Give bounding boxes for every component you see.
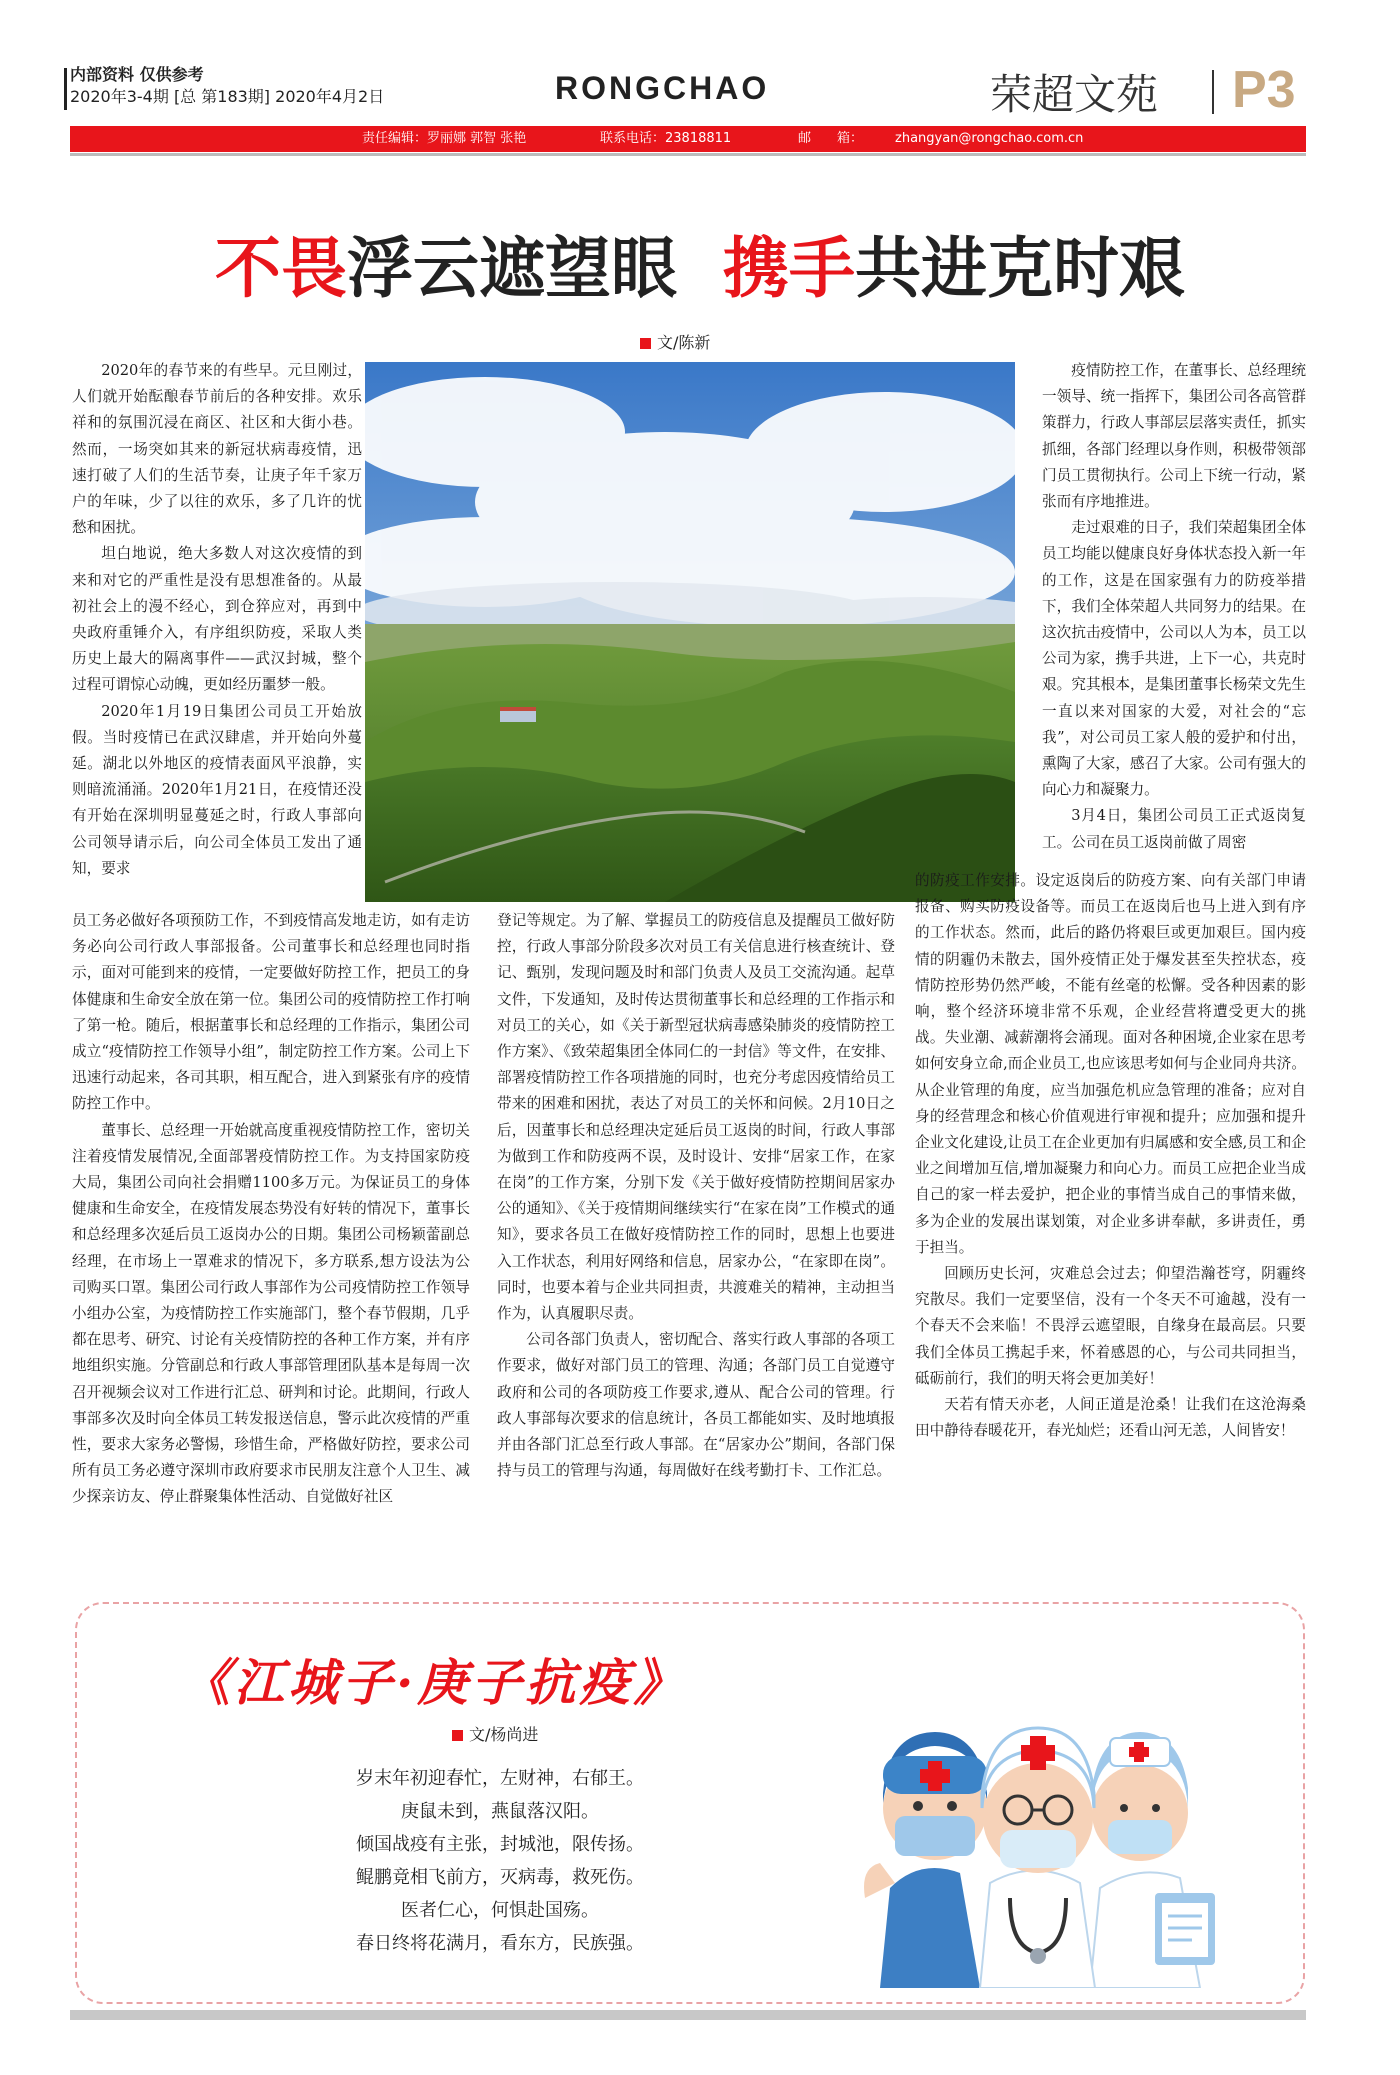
building bbox=[500, 710, 536, 722]
article-column-1 bbox=[72, 358, 362, 882]
paragraph: 的防疫工作安排。设定返岗后的防疫方案、向有关部门申请报备、购买防疫设备等。而员工在返岗后也马上进入到有序的工作状态。然而，此后的路仍将艰巨或更加艰巨。国内疫情的阴霾仍未散去，国外疫情正处于爆发甚至失控状态，疫情防控形势仍然严峻，不能有丝毫的松懈。受各种因素的影响，整个经济环境非常不乐观，企业经营将遭受更大的挑战。失业潮、减薪潮将会涌现。面对各种困境,企业家在思考如何安身立命,而企业员工,也应该思考如何与企业同舟共济。从企业管理的角度，应当加强危机应急管理的准备；应对自身的经营理念和核心价值观进行审视和提升；应加强和提升企业文化建设,让员工在企业更加有归属感和安全感,员工和企业之间增加互信,增加凝聚力和向心力。而员工应把企业当成自己的家一样去爱护，把企业的事情当成自己的事情来做，多为企业的发展出谋划策，对企业多讲奉献，多讲责任，勇于担当。 bbox=[915, 872, 1306, 1256]
headline-part: 浮云遮望眼 bbox=[347, 230, 700, 307]
section-divider bbox=[1212, 70, 1214, 114]
poem-title: 《江城子·庚子抗疫》 bbox=[180, 1653, 688, 1712]
article-column-1-bottom bbox=[72, 908, 470, 1511]
paragraph: 2020年1月19日集团公司员工开始放假。当时疫情已在武汉肆虐，并开始向外蔓延。湖北以外地区的疫情表面风平浪静，实则暗流涌涌。2020年1月21日，在疫情还没有开始在深圳明显蔓延之时，行政人事部向公司领导请示后，向公司全体员工发出了通知，要求 bbox=[72, 702, 362, 877]
landscape-photo bbox=[365, 362, 1015, 902]
poem-line: 春日终将花满月，看东方，民族强。 bbox=[356, 1933, 644, 1954]
poem-text bbox=[320, 1762, 680, 1960]
headline-part: 不畏 bbox=[215, 230, 348, 307]
poem-byline: 文/杨尚进 bbox=[452, 1722, 538, 1745]
paragraph: 回顾历史长河，灾难总会过去；仰望浩瀚苍穹，阴霾终究散尽。我们一定要坚信，没有一个冬天不可逾越，没有一个春天不会来临！不畏浮云遮望眼，自缘身在最高层。只要我们全体员工携起手来，怀着感恩的心，与公司共同担当，砥砺前行，我们的明天将会更加美好！ bbox=[915, 1265, 1306, 1387]
page-label: P3 bbox=[1232, 61, 1296, 119]
internal-note: 内部资料 仅供参考 bbox=[70, 65, 204, 84]
headline-part: 携手 bbox=[722, 230, 855, 307]
paragraph: 董事长、总经理一开始就高度重视疫情防控工作，密切关注着疫情发展情况,全面部署疫情防控工作。为支持国家防疫大局，集团公司向社会捐赠1100多万元。为保证员工的身体健康和生命安全，在疫情发展态势没有好转的情况下，董事长和总经理多次延后员工返岗办公的日期。集团公司杨颖蕾副总经理，在市场上一罩难求的情况下，多方联系,想方设法为公司购买口罩。集团公司行政人事部作为公司疫情防控工作领导小组办公室，为疫情防控工作实施部门，整个春节假期，几乎都在思考、研究、讨论有关疫情防控的各种工作方案，并有序地组织实施。分管副总和行政人事部管理团队基本是每周一次召开视频会议对工作进行汇总、研判和讨论。此期间，行政人事部多次及时向全体员工转发报送信息，警示此次疫情的严重性，要求大家务必警惕，珍惜生命，严格做好防控，要求公司所有员工务必遵守深圳市政府要求市民朋友注意个人卫生、减少探亲访友、停止群聚集体性活动、自觉做好社区 bbox=[72, 1121, 470, 1506]
email: zhangyan@rongchao.com.cn bbox=[895, 131, 1084, 146]
headline-part: 共进克时艰 bbox=[854, 230, 1185, 307]
poem-line: 岁末年初迎春忙，左财神，右郁王。 bbox=[356, 1768, 644, 1789]
poem-line: 庚鼠未到，燕鼠落汉阳。 bbox=[401, 1801, 599, 1822]
paragraph: 3月4日，集团公司员工正式返岗复工。公司在员工返岗前做了周密 bbox=[1042, 807, 1306, 851]
email-label: 邮 箱： bbox=[798, 131, 864, 146]
paragraph: 疫情防控工作，在董事长、总经理统一领导、统一指挥下，集团公司各高管群策群力，行政人事部层层落实责任，抓实抓细，各部门经理以身作则，积极带领部门员工贯彻执行。公司上下统一行动，紧张而有序地推进。 bbox=[1042, 362, 1306, 511]
masthead-bar bbox=[64, 68, 67, 110]
phone: 联系电话：23818811 bbox=[600, 131, 732, 146]
section-title: 荣超文苑 bbox=[990, 70, 1159, 119]
article-column-2 bbox=[497, 908, 895, 1484]
article-byline: 文/陈新 bbox=[640, 330, 710, 353]
bottom-bar bbox=[70, 2010, 1306, 2020]
editors: 责任编辑：罗丽娜 郭智 张艳 bbox=[362, 131, 527, 146]
poem-line: 倾国战疫有主张，封城池，限传扬。 bbox=[356, 1834, 644, 1855]
paragraph: 走过艰难的日子，我们荣超集团全体员工均能以健康良好身体状态投入新一年的工作，这是在国家强有力的防疫举措下，我们全体荣超人共同努力的结果。在这次抗击疫情中，公司以人为本，员工以公司为家，携手共进，上下一心，共克时艰。究其根本，是集团董事长杨荣文先生一直以来对国家的大爱，对社会的“忘我”，对公司员工家人般的爱护和付出，熏陶了大家，感召了大家。公司有强大的向心力和凝聚力。 bbox=[1042, 519, 1306, 799]
nurse-right-icon bbox=[1090, 1732, 1215, 1988]
masthead-info bbox=[70, 64, 385, 108]
brand-logo: RONGCHAO bbox=[555, 70, 770, 106]
doctor-left-icon bbox=[864, 1732, 987, 1988]
paragraph: 公司各部门负责人，密切配合、落实行政人事部的各项工作要求，做好对部门员工的管理、沟通；各部门员工自觉遵守政府和公司的各项防疫工作要求,遵从、配合公司的管理。行政人事部每次要求的信息统计，各员工都能如实、及时地填报并由各部门汇总至行政人事部。在“居家办公”期间，各部门保持与员工的管理与沟通，每周做好在线考勤打卡、工作汇总。 bbox=[497, 1331, 895, 1480]
paragraph: 登记等规定。为了解、掌握员工的防疫信息及提醒员工做好防控，行政人事部分阶段多次对员工有关信息进行核查统计、登记、甄别，发现问题及时和部门负责人及员工交流沟通。起草文件，下发通知，及时传达贯彻董事长和总经理的工作指示和对员工的关心，如《关于新型冠状病毒感染肺炎的疫情防控工作方案》、《致荣超集团全体同仁的一封信》等文件，在安排、部署疫情防控工作各项措施的同时，也充分考虑因疫情给员工带来的困难和困扰，表达了对员工的关怀和问候。2月10日之后，因董事长和总经理决定延后员工返岗的时间，行政人事部为做到工作和防疫两不误，及时设计、安排“居家工作，在家在岗”的工作方案，分别下发《关于做好疫情防控期间居家办公的通知》、《关于疫情期间继续实行“在家在岗”工作模式的通知》，要求各员工在做好疫情防控工作的同时，思想上也要进入工作状态，利用好网络和信息，居家办公，“在家即在岗”。同时，也要本着与企业共同担责，共渡难关的精神，主动担当作为，认真履职尽责。 bbox=[497, 912, 895, 1323]
divider bbox=[70, 153, 1306, 156]
medical-workers-illustration bbox=[860, 1698, 1230, 1988]
poem-line: 鲲鹏竟相飞前方，灭病毒，救死伤。 bbox=[356, 1867, 644, 1888]
paragraph: 坦白地说，绝大多数人对这次疫情的到来和对它的严重性是没有思想准备的。从最初社会上的漫不经心，到仓猝应对，再到中央政府重锤介入，有序组织防疫，采取人类历史上最大的隔离事件——武汉封城，整个过程可谓惊心动魄，更如经历噩梦一般。 bbox=[72, 545, 362, 694]
credits-band bbox=[70, 126, 1306, 152]
poem-line: 医者仁心，何惧赴国殇。 bbox=[401, 1900, 599, 1921]
paragraph: 天若有情天亦老，人间正道是沧桑！让我们在这沧海桑田中静待春暖花开，春光灿烂；还看山河无恙，人间皆安！ bbox=[915, 1396, 1306, 1440]
paragraph: 员工务必做好各项预防工作，不到疫情高发地走访，如有走访务必向公司行政人事部报备。公司董事长和总经理也同时指示，面对可能到来的疫情，一定要做好防控工作，把员工的身体健康和生命安全放在第一位。集团公司的疫情防控工作打响了第一枪。随后，根据董事长和总经理的工作指示，集团公司成立“疫情防控工作领导小组”，制定防控工作方案。公司上下迅速行动起来，各司其职，相互配合，进入到紧张有序的疫情防控工作中。 bbox=[72, 912, 470, 1113]
headline bbox=[0, 215, 1400, 310]
issue-line: 2020年3-4期 [总 第183期] 2020年4月2日 bbox=[70, 87, 385, 106]
paragraph: 2020年的春节来的有些早。元旦刚过，人们就开始酝酿春节前后的各种安排。欢乐祥和的氛围沉浸在商区、社区和大街小巷。然而，一场突如其来的新冠状病毒疫情，迅速打破了人们的生活节奏，让庚子年千家万户的年味，少了以往的欢乐，多了几许的忧愁和困扰。 bbox=[72, 362, 362, 537]
article-column-3 bbox=[1042, 358, 1306, 856]
doctor-center-icon bbox=[980, 1728, 1095, 1988]
article-column-3-bottom bbox=[915, 868, 1306, 1444]
